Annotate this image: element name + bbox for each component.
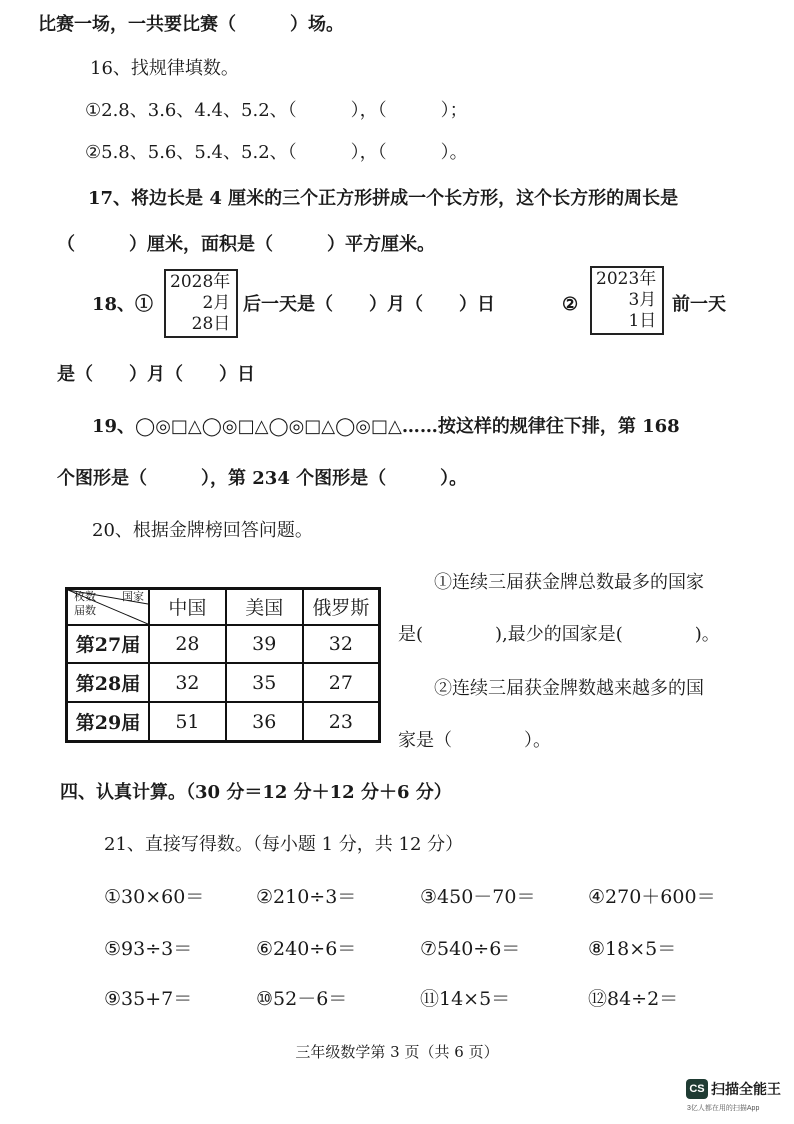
- corner-label-country: 国家: [122, 590, 144, 603]
- scanner-app-tagline: 3亿人都在用的扫描App: [687, 1105, 760, 1112]
- calc-item: ⑦540÷6＝: [420, 938, 521, 960]
- q16-line2: ②5.8、5.6、5.4、5.2、（ ），（ ）。: [85, 142, 468, 163]
- date-box-year: 2028年: [170, 272, 231, 292]
- calc-item: ⑩52－6＝: [256, 988, 348, 1010]
- calc-item: ⑨35+7＝: [104, 988, 193, 1010]
- q19-line2: 个图形是（ ），第 234 个图形是（ ）。: [57, 468, 468, 489]
- table-header-usa: 美国: [226, 589, 303, 625]
- table-row-label: 第29届: [67, 702, 150, 741]
- date-box-2028: [164, 269, 238, 338]
- table-row-label: 第27届: [67, 625, 150, 664]
- q16-line1: ①2.8、3.6、4.4、5.2、（ ），（ ）；: [85, 100, 468, 121]
- calc-item: ⑫84÷2＝: [588, 988, 679, 1010]
- calc-item: ②210÷3＝: [256, 886, 357, 908]
- table-cell: 27: [303, 663, 380, 702]
- table-header-china: 中国: [149, 589, 226, 625]
- date-box-day: 28日: [191, 314, 231, 334]
- gold-medal-table: [65, 587, 381, 743]
- table-row-label: 第28届: [67, 663, 150, 702]
- table-cell: 39: [226, 625, 303, 664]
- table-cell: 36: [226, 702, 303, 741]
- date-box-2023: [590, 266, 664, 335]
- section-4-heading: 四、认真计算。（30 分＝12 分＋12 分＋6 分）: [60, 782, 452, 803]
- q20-title: 20、根据金牌榜回答问题。: [92, 520, 313, 541]
- q18-mid: 后一天是（ ）月（ ）日: [243, 294, 495, 315]
- table-cell: 35: [226, 663, 303, 702]
- q17-line2: （ ）厘米，面积是（ ）平方厘米。: [57, 234, 435, 255]
- table-cell: 51: [149, 702, 226, 741]
- table-cell: 32: [149, 663, 226, 702]
- corner-label-session: 届数: [74, 604, 96, 617]
- table-row: [67, 625, 380, 664]
- table-row: [67, 702, 380, 741]
- scanner-app-name: 扫描全能王: [711, 1081, 781, 1097]
- calc-item: ⑤93÷3＝: [104, 938, 193, 960]
- table-row: [67, 663, 380, 702]
- table-cell: 32: [303, 625, 380, 664]
- table-cell: 28: [149, 625, 226, 664]
- calc-item: ⑥240÷6＝: [256, 938, 357, 960]
- date-box-year: 2023年: [596, 269, 657, 289]
- calc-item: ④270＋600＝: [588, 886, 716, 908]
- table-header-row: [67, 589, 380, 625]
- q18-prefix: 18、①: [92, 294, 154, 315]
- scanner-logo-icon: CS: [686, 1079, 708, 1099]
- q18-tail: 前一天: [672, 294, 726, 315]
- q20-part2-line2: 家是（ ）。: [398, 730, 551, 751]
- q18-line2: 是（ ）月（ ）日: [57, 364, 255, 385]
- table-cell: 23: [303, 702, 380, 741]
- q20-part1-line2: 是( ),最少的国家是( )。: [398, 624, 720, 645]
- q20-part1-line1: ①连续三届获金牌总数最多的国家: [434, 572, 704, 593]
- calc-item: ①30×60＝: [104, 886, 205, 908]
- page-footer: 三年级数学第 3 页（共 6 页）: [295, 1043, 499, 1061]
- q20-part2-line1: ②连续三届获金牌数越来越多的国: [434, 678, 704, 699]
- table-corner-cell: [67, 589, 150, 625]
- table-header-russia: 俄罗斯: [303, 589, 380, 625]
- calc-item: ⑧18×5＝: [588, 938, 677, 960]
- q21-title: 21、直接写得数。（每小题 1 分，共 12 分）: [104, 834, 464, 855]
- q19-line1: 19、◯◎□△◯◎□△◯◎□△◯◎□△……按这样的规律往下排，第 168: [92, 416, 680, 437]
- corner-label-count: 枚数: [74, 590, 96, 603]
- calc-item: ③450－70＝: [420, 886, 536, 908]
- date-box-month: 2月: [202, 293, 231, 313]
- date-box-day: 1日: [628, 311, 657, 331]
- q15-tail: 比赛一场，一共要比赛（ ）场。: [38, 14, 344, 35]
- q18-circle2: ②: [562, 294, 579, 315]
- date-box-month: 3月: [628, 290, 657, 310]
- q16-title: 16、找规律填数。: [90, 58, 239, 79]
- q17-line1: 17、将边长是 4 厘米的三个正方形拼成一个长方形，这个长方形的周长是: [88, 188, 679, 209]
- calc-item: ⑪14×5＝: [420, 988, 511, 1010]
